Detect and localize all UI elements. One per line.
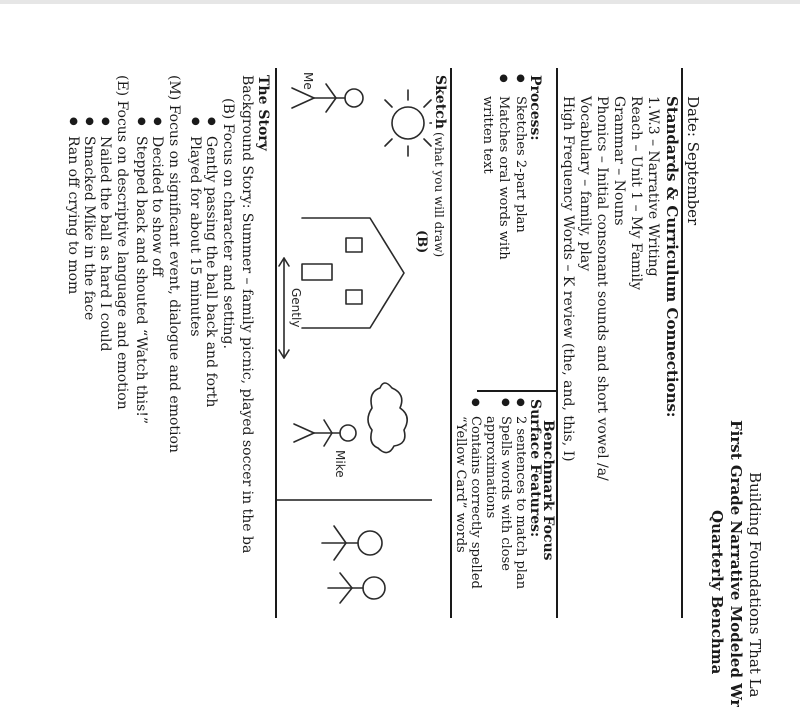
double-arrow-icon <box>279 258 289 358</box>
surface-features-title: Surface Features: <box>527 399 543 538</box>
story-title: The Story <box>255 75 271 151</box>
surface-item: Spells words with close <box>498 416 513 571</box>
title-line-3: Quarterly Benchma <box>708 510 726 675</box>
story-section-heading: (M) Focus on significant event, dialogue and emotion <box>166 75 182 453</box>
sketch-subtitle: (what you will draw) <box>432 132 446 258</box>
sun-icon <box>385 90 432 156</box>
benchmark-title: Benchmark Focus <box>540 420 556 561</box>
title-line-1: Building Foundations That La <box>746 472 764 698</box>
stick-figure-right <box>322 526 385 603</box>
story-section-heading: (B) Focus on character and setting. <box>220 98 236 349</box>
sketch-label-mike: Mike <box>333 450 347 478</box>
title-line-2: First Grade Narrative Modeled Wr <box>727 420 745 707</box>
standards-title: Standards & Curriculum Connections: <box>663 96 681 418</box>
house-icon <box>302 218 404 328</box>
story-bullet: Gently passing the ball back and forth <box>203 136 219 408</box>
cloud-icon <box>368 383 407 453</box>
bullet-icon: ● <box>84 117 95 126</box>
bullet-icon: ● <box>498 74 509 83</box>
standards-item: High Frequency Words – K review (the, and, this, I) <box>560 96 576 462</box>
story-bullet: Nailed the ball as hard I could <box>97 136 113 352</box>
standards-item: Reach – Unit 1 – My Family <box>628 96 644 291</box>
story-bullet: Decided to show off <box>149 136 165 277</box>
bullet-icon: ● <box>100 117 111 126</box>
surface-item: “Yellow Card” words <box>453 416 468 553</box>
bullet-icon: ● <box>68 117 79 126</box>
story-bullet: Played for about 15 minutes <box>187 136 203 337</box>
standards-item: Grammar – Nouns <box>611 96 627 226</box>
bullet-icon: ● <box>152 117 163 126</box>
process-item: written text <box>480 96 495 174</box>
sketch-label-b: (B) <box>414 230 429 254</box>
section-rule-benchmark <box>556 68 558 618</box>
story-background: Background Story: Summer – family picnic, played soccer in the ba <box>239 75 255 554</box>
standards-item: Vocabulary – family, play <box>577 96 593 272</box>
bullet-icon: ● <box>470 398 481 407</box>
story-bullet: Smacked Mike in the face <box>81 136 97 321</box>
story-bullet: Ran off crying to mom <box>65 136 81 295</box>
process-item: Matches oral words with <box>496 96 511 260</box>
story-section-heading: (E) Focus on descriptive language and emotion <box>114 75 130 410</box>
bullet-icon: ● <box>190 117 201 126</box>
benchmark-column-divider <box>477 390 557 392</box>
bullet-icon: ● <box>500 398 511 407</box>
bullet-icon: ● <box>136 117 147 126</box>
surface-item: approximations <box>483 416 498 519</box>
sketch-label-me: Me <box>301 72 315 90</box>
bullet-icon: ● <box>515 74 526 83</box>
surface-item: 2 sentences to match plan <box>513 416 528 590</box>
bullet-icon: ● <box>515 398 526 407</box>
section-rule-story <box>275 68 277 618</box>
process-title: Process: <box>527 75 543 141</box>
date-label: Date: September <box>684 96 702 226</box>
sketch-label-gently: Gently <box>289 288 303 328</box>
bullet-icon: ● <box>206 117 217 126</box>
section-rule-sketch <box>450 68 452 618</box>
sketch-title: Sketch <box>432 75 448 129</box>
standards-item: 1.W.3 – Narrative Writing <box>645 96 661 277</box>
sketch-drawing <box>276 68 432 618</box>
standards-item: Phonics – Initial consonant sounds and short vowel /a/ <box>594 96 610 481</box>
stick-figure-mike <box>294 420 356 446</box>
story-bullet: Stepped back and shouted “Watch this!” <box>133 136 149 425</box>
section-rule-top <box>681 68 683 618</box>
process-item: Sketches 2-part plan <box>513 96 528 233</box>
surface-item: Contains correctly spelled <box>468 416 483 589</box>
